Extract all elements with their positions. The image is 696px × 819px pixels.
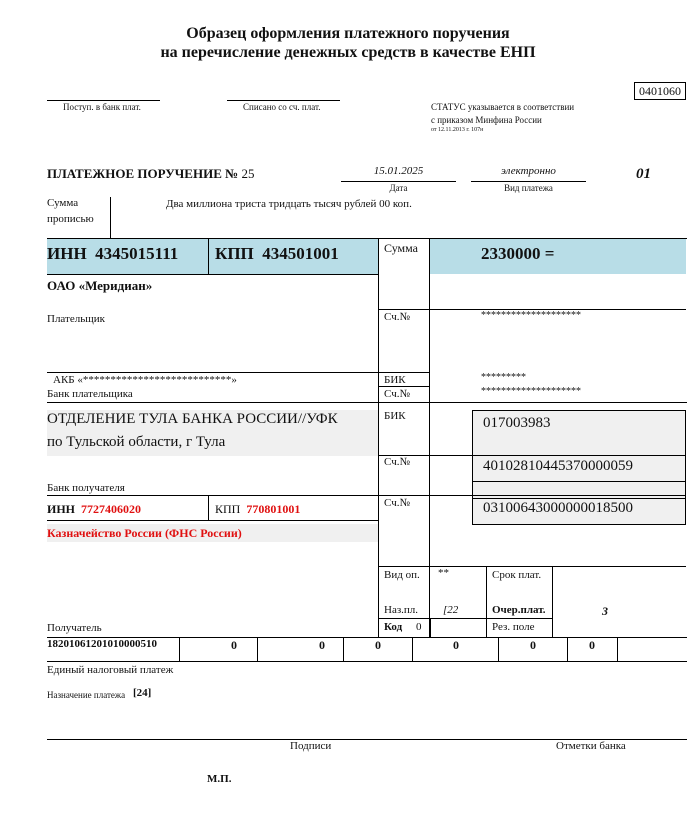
recipient-inn-label: ИНН	[47, 502, 76, 516]
details-row-line	[378, 618, 552, 619]
bik-bottom-line	[378, 386, 429, 387]
op-type-value: **	[438, 567, 449, 579]
payer-account-value: ********************	[481, 310, 581, 321]
debited-label: Списано со сч. плат.	[243, 102, 321, 112]
tax-div-6	[567, 637, 568, 661]
payer-bik-value: *********	[481, 372, 526, 383]
page-title: Образец оформления платежного поручения	[186, 25, 510, 42]
received-line	[47, 100, 160, 101]
grid-divider-labels	[429, 239, 430, 637]
purpose-label: Назначение платежа	[47, 690, 126, 700]
rb-left-line	[472, 410, 473, 525]
payer-bank-name: АКБ «***************************»	[53, 374, 237, 386]
order-number-sign: №	[225, 166, 239, 181]
deadline-label: Срок плат.	[492, 569, 542, 581]
page-subtitle: на перечисление денежных средств в качестве ЕНП	[160, 44, 536, 61]
payer-account-label: Сч.№	[384, 311, 410, 323]
rb-line-1	[378, 455, 686, 456]
amount-words-divider	[110, 197, 111, 238]
payer-inn-bottom-line	[47, 274, 378, 275]
payer-bank-account-label: Сч.№	[384, 388, 410, 400]
kbk-value: 18201061201010000510	[47, 638, 157, 650]
tax-div-4	[412, 637, 413, 661]
doc-number-value: 0	[453, 638, 459, 652]
status-note-3: от 12.11.2013 г. 107н	[431, 127, 484, 133]
recipient-bank-name-2: по Тульской области, г Тула	[47, 434, 226, 450]
form-code-box: 0401060	[634, 82, 686, 100]
details-mid-divider	[486, 566, 487, 637]
code-label: Код	[384, 621, 403, 633]
details-right-divider	[552, 566, 553, 637]
amount-words-label-1: Сумма	[47, 197, 79, 209]
recipient-bank-name-1: ОТДЕЛЕНИЕ ТУЛА БАНКА РОССИИ//УФК	[47, 411, 338, 427]
grid-divider-main	[378, 239, 379, 637]
bik-top-line	[378, 372, 429, 373]
amount-shade	[430, 239, 686, 274]
recipient-inn-kpp-divider	[208, 495, 209, 520]
payer-inn-label: ИНН	[47, 244, 87, 263]
payer-bank-account-value: ********************	[481, 386, 581, 397]
amount-label: Сумма	[384, 241, 418, 255]
tax-div-3	[343, 637, 344, 661]
payment-type-label: Вид платежа	[504, 183, 553, 193]
payer-kpp-label: КПП	[215, 244, 254, 263]
recipient-label: Получатель	[47, 622, 102, 634]
tax-div-5	[498, 637, 499, 661]
recipient-kpp-value: 770801001	[246, 502, 301, 516]
payer-inn-kpp-divider	[208, 239, 209, 274]
stamp-label: М.П.	[207, 773, 232, 785]
payer-section-line	[47, 372, 378, 373]
payment-type: электронно	[501, 165, 556, 177]
date-label: Дата	[389, 183, 408, 193]
debited-line	[227, 100, 340, 101]
reserve-label: Рез. поле	[492, 621, 535, 633]
recipient-bank-label: Банк получателя	[47, 482, 125, 494]
tax-div-7	[617, 637, 618, 661]
status-code: 01	[636, 166, 651, 182]
purpose-code-value: [22	[443, 604, 459, 616]
amount-words-text: Два миллиона триста тридцать тысяч рублей 00 коп.	[166, 198, 412, 210]
rb-right-line	[685, 410, 686, 525]
payer-bank-bottom-line	[47, 402, 687, 403]
amount-value: 2330000 =	[481, 244, 555, 263]
status-note-2: с приказом Минфина России	[431, 115, 542, 125]
payer-name: ОАО «Меридиан»	[47, 278, 153, 293]
purpose-ref: [24]	[133, 687, 152, 699]
recipient-kpp	[215, 502, 300, 517]
order-date: 15.01.2025	[373, 165, 424, 177]
recipient-inn	[47, 502, 141, 517]
recipient-bank-account-label: Сч.№	[384, 456, 410, 468]
recipient-inn-value: 7727406020	[81, 502, 142, 516]
recipient-name: Казначейство России (ФНС России)	[47, 526, 242, 540]
signatures-label: Подписи	[290, 740, 332, 752]
recipient-bank-bottom-line	[47, 495, 686, 496]
recipient-account-value: 03100643000000018500	[483, 500, 633, 516]
status-note-1: СТАТУС указывается в соответствии	[431, 102, 575, 112]
tax-period-value: 0	[375, 638, 381, 652]
payment-type-code-value: 0	[589, 638, 595, 652]
purpose-code-label: Наз.пл.	[384, 604, 419, 616]
rb-line-4	[472, 524, 686, 525]
payer-kpp-value: 434501001	[262, 244, 339, 263]
tax-basis-value: 0	[319, 638, 325, 652]
purpose-text: Единый налоговый платеж	[47, 664, 174, 676]
recipient-bank-account-value: 40102810445370000059	[483, 458, 633, 474]
recipient-account-label: Сч.№	[384, 497, 410, 509]
tax-div-2	[257, 637, 258, 661]
rb-line-2	[472, 481, 686, 482]
op-type-label: Вид оп.	[384, 569, 420, 581]
order-number: 25	[241, 166, 255, 181]
payer-bik-label: БИК	[384, 374, 406, 386]
payer-label: Плательщик	[47, 313, 105, 325]
payer-inn	[47, 244, 178, 264]
details-top-line	[378, 566, 686, 567]
tax-row-bottom-line	[47, 661, 687, 662]
date-line	[341, 181, 456, 182]
payer-kpp	[215, 244, 339, 264]
code-divider	[430, 618, 431, 637]
oktmo-value: 0	[231, 638, 237, 652]
queue-label: Очер.плат.	[492, 604, 546, 616]
received-label: Поступ. в банк плат.	[63, 102, 141, 112]
recipient-inn-bottom-line	[47, 520, 378, 521]
recipient-bik-value: 017003983	[483, 415, 551, 431]
rb-line-0	[472, 410, 686, 411]
payer-bank-label: Банк плательщика	[47, 388, 133, 400]
bank-marks-label: Отметки банка	[556, 740, 626, 752]
payment-type-line	[471, 181, 586, 182]
code-value: 0	[416, 621, 422, 633]
doc-date-value: 0	[530, 638, 536, 652]
order-heading	[47, 166, 254, 182]
amount-words-label-2: прописью	[47, 213, 94, 225]
tax-div-1	[179, 637, 180, 661]
payer-inn-value: 4345015111	[95, 244, 179, 263]
recipient-bik-label: БИК	[384, 410, 406, 422]
order-heading-text: ПЛАТЕЖНОЕ ПОРУЧЕНИЕ	[47, 166, 222, 181]
rb-line-3	[472, 498, 686, 499]
queue-value: 3	[602, 604, 608, 618]
recipient-kpp-label: КПП	[215, 502, 241, 516]
